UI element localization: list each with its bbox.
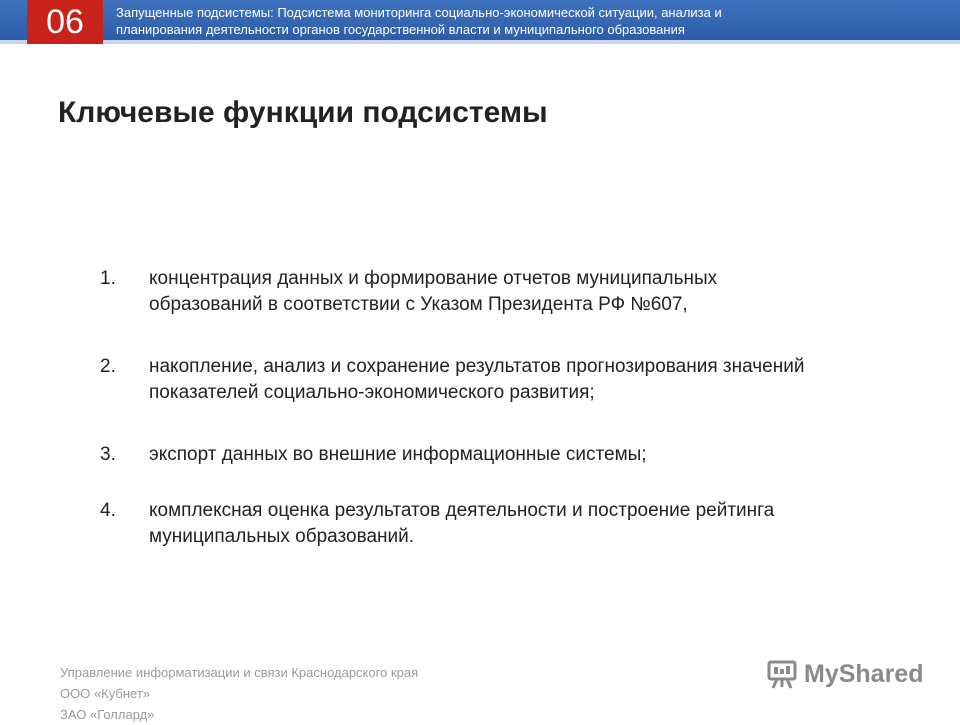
function-item-number: 4. — [100, 500, 116, 521]
function-item — [100, 498, 900, 550]
header-title — [116, 4, 936, 38]
footer-credits — [60, 662, 418, 725]
header-title-prefix: Запущенные подсистемы: — [116, 5, 274, 20]
function-item-line: концентрация данных и формирование отчетов муниципальных — [149, 268, 718, 289]
function-item-line: экспорт данных во внешние информационные системы; — [149, 444, 647, 465]
header-title-line2: планирования деятельности органов государственной власти и муниципального образования — [116, 22, 685, 37]
header-divider — [0, 40, 960, 44]
presentation-board-icon — [766, 658, 798, 690]
footer-line: ЗАО «Голлард» — [60, 707, 155, 722]
function-item-line: комплексная оценка результатов деятельности и построение рейтинга — [149, 500, 775, 521]
function-list — [100, 266, 900, 550]
function-item-line: накопление, анализ и сохранение результатов прогнозирования значений — [149, 356, 805, 377]
slide-number: 06 — [27, 0, 103, 44]
function-item-line: показателей социально-экономического развития; — [149, 382, 595, 403]
function-item-number: 1. — [100, 268, 116, 289]
function-item — [100, 266, 900, 318]
footer-line: ООО «Кубнет» — [60, 686, 151, 701]
footer-line: Управление информатизации и связи Краснодарского края — [60, 665, 419, 680]
function-item-line: муниципальных образований. — [149, 526, 415, 547]
function-item — [100, 354, 900, 406]
watermark-text: MyShared — [804, 659, 924, 688]
watermark-logo[interactable] — [766, 656, 923, 692]
function-item — [100, 442, 900, 468]
function-item-number: 2. — [100, 356, 116, 377]
page-title: Ключевые функции подсистемы — [58, 96, 548, 129]
function-item-line: образований в соответствии с Указом Президента РФ №607, — [149, 294, 688, 315]
header-title-line1: Подсистема мониторинга социально-экономической ситуации, анализа и — [273, 5, 722, 20]
function-item-number: 3. — [100, 444, 116, 465]
